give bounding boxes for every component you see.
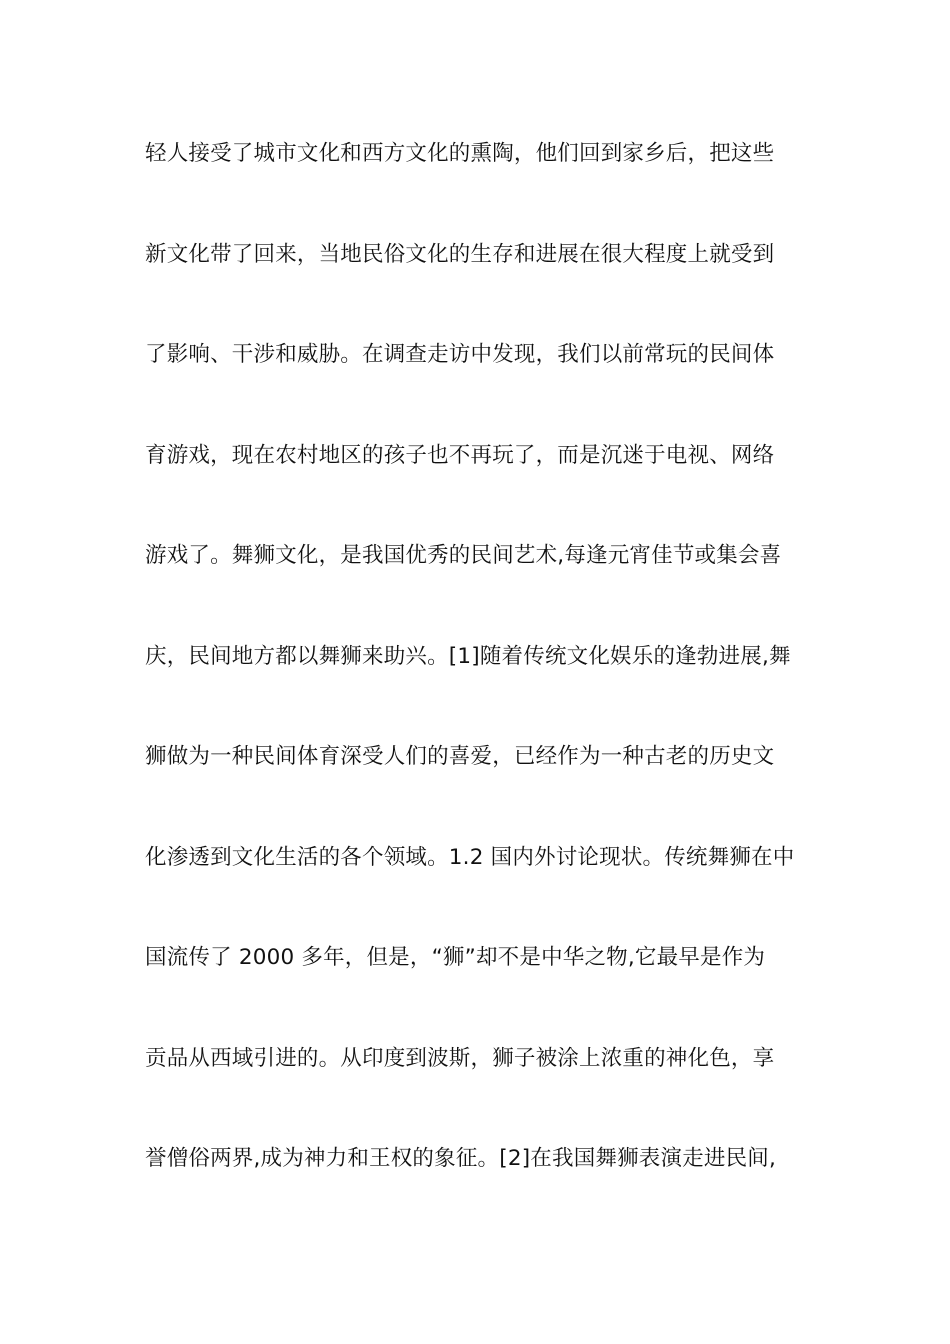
text-line: 育游戏，现在农村地区的孩子也不再玩了，而是沉迷于电视、网络 [145,442,775,468]
text-line: 游戏了。舞狮文化，是我国优秀的民间艺术,每逢元宵佳节或集会喜 [145,543,782,568]
text-line: 了影响、干涉和威胁。在调查走访中发现，我们以前常玩的民间体 [145,342,775,367]
text-line: 新文化带了回来，当地民俗文化的生存和进展在很大程度上就受到 [145,241,775,267]
text-line: 化渗透到文化生活的各个领域。1.2 国内外讨论现状。传统舞狮在中 [145,844,795,870]
text-line: 庆，民间地方都以舞狮来助兴。[1]随着传统文化娱乐的逢勃进展,舞 [145,643,791,669]
text-line: 轻人接受了城市文化和西方文化的熏陶，他们回到家乡后，把这些 [145,141,775,166]
text-line: 誉僧俗两界,成为神力和王权的象征。[2]在我国舞狮表演走进民间, [145,1146,777,1171]
text-line: 狮做为一种民间体育深受人们的喜爱，已经作为一种古老的历史文 [145,744,775,769]
text-line: 贡品从西域引进的。从印度到波斯，狮子被涂上浓重的神化色，享 [145,1045,775,1071]
text-line: 国流传了 2000 多年，但是，“狮”却不是中华之物,它最早是作为 [145,945,766,970]
body-text [145,130,807,1236]
